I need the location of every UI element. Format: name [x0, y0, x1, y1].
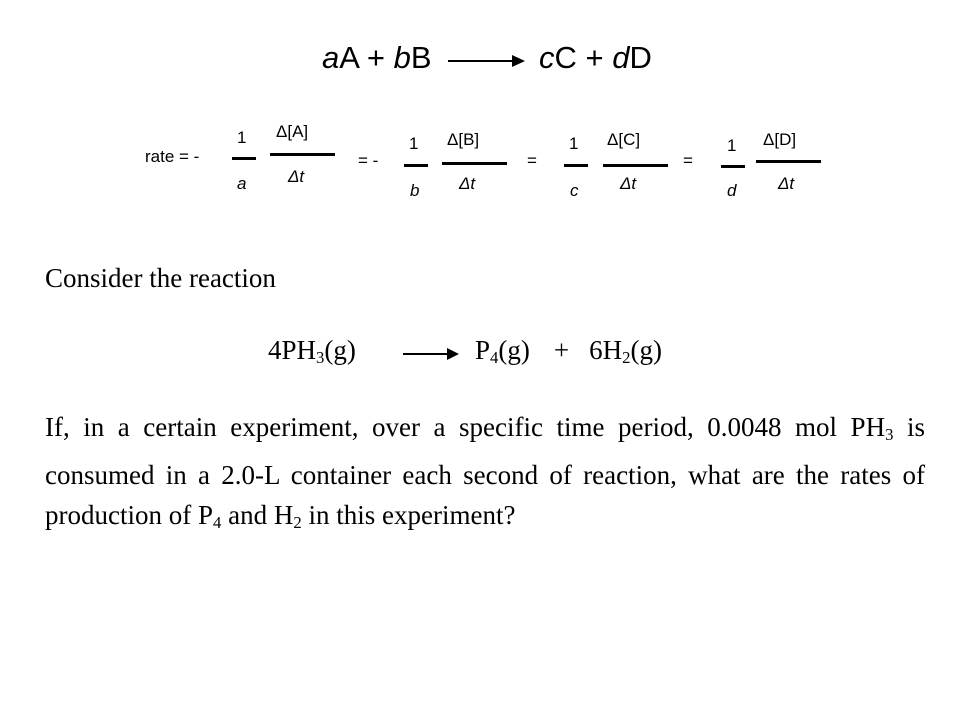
fraction-bar [232, 157, 256, 160]
term-d-delta-t: Δt [778, 174, 795, 193]
reaction-reactant [268, 335, 356, 368]
equals-sign: = [527, 151, 537, 170]
species-C: C [554, 40, 577, 75]
product-2-subscript: 2 [622, 348, 631, 368]
plus-sign: + [576, 40, 613, 75]
species-B: B [410, 40, 432, 75]
term-b-coef: b [410, 181, 420, 200]
subscript: 2 [293, 513, 302, 533]
coef-c: c [539, 40, 555, 75]
term-d-delta-conc: Δ[D] [763, 130, 797, 149]
reaction-products [475, 335, 662, 368]
product-2-state: (g) [630, 335, 662, 365]
question-text: in this experiment? [301, 500, 516, 531]
reactant-formula: 4PH [268, 335, 317, 365]
product-1-formula: P [475, 335, 491, 365]
species-D: D [629, 40, 652, 75]
term-a-delta-t: Δt [288, 167, 305, 186]
problem-arrow-icon [403, 353, 453, 355]
fraction-bar [756, 160, 821, 163]
term-c-delta-conc: Δ[C] [607, 130, 641, 149]
reaction-arrowhead-icon [512, 55, 525, 67]
question-text: and H [221, 500, 294, 531]
rate-lhs: rate = - [145, 147, 200, 166]
coef-b: b [393, 40, 411, 75]
coef-d: d [612, 40, 630, 75]
fraction-bar [442, 162, 507, 165]
term-b-one: 1 [409, 134, 419, 153]
species-A: A [339, 40, 359, 75]
fraction-bar [270, 153, 335, 156]
fraction-bar [721, 165, 745, 168]
question-text: If, in a certain experiment, over a specific time period, 0.0048 mol PH [45, 412, 886, 442]
term-a-delta-conc: Δ[A] [276, 122, 309, 141]
reaction-arrow-icon [448, 60, 518, 62]
term-d-coef: d [727, 181, 737, 200]
equals-minus: = - [358, 151, 379, 170]
term-c-coef: c [570, 181, 579, 200]
product-1-subscript: 4 [490, 348, 499, 368]
fraction-bar [603, 164, 668, 167]
term-a-coef: a [237, 174, 247, 193]
term-d-one: 1 [727, 136, 737, 155]
equals-sign: = [683, 151, 693, 170]
term-a-one: 1 [237, 128, 247, 147]
subscript: 4 [213, 513, 222, 533]
term-b-delta-t: Δt [459, 174, 476, 193]
general-equation-right [539, 40, 652, 76]
general-equation-left [322, 40, 432, 76]
plus-sign: + [358, 40, 394, 75]
fraction-bar [404, 164, 428, 167]
plus-sign: + [553, 335, 570, 365]
problem-arrowhead-icon [447, 348, 459, 360]
term-b-delta-conc: Δ[B] [447, 130, 480, 149]
product-1-state: (g) [498, 335, 530, 365]
problem-question [45, 407, 925, 543]
problem-heading: Consider the reaction [45, 263, 276, 293]
reactant-subscript: 3 [316, 348, 325, 368]
coef-a: a [322, 40, 340, 75]
question-text: is consumed in a 2.0-L container each second of reaction, what are the rates of production of P [45, 412, 925, 531]
reactant-state: (g) [324, 335, 356, 365]
fraction-bar [564, 164, 588, 167]
product-2-formula: 6H [589, 335, 623, 365]
subscript: 3 [885, 425, 894, 445]
term-c-one: 1 [569, 134, 579, 153]
term-c-delta-t: Δt [620, 174, 637, 193]
